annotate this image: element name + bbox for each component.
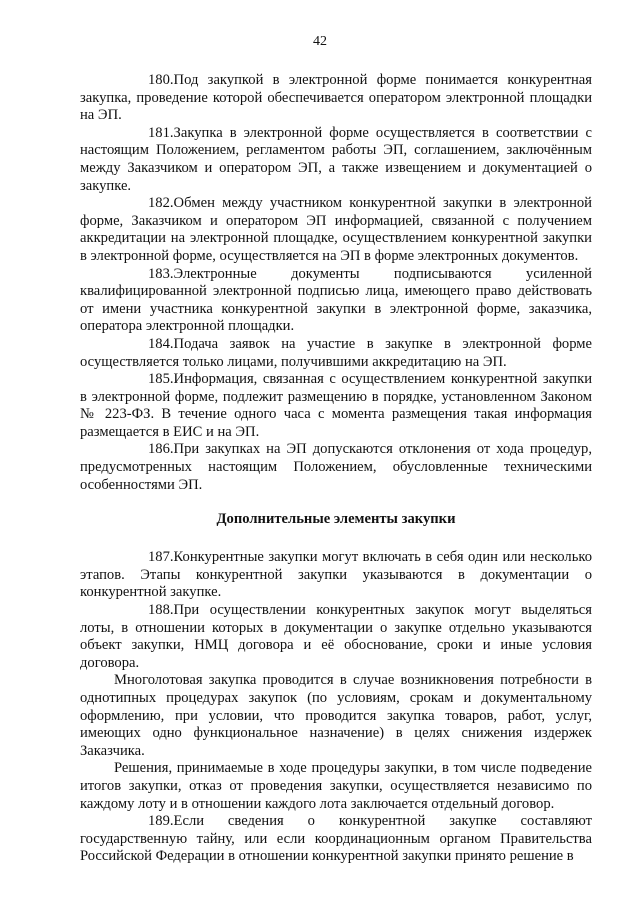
paragraph-text: Если сведения о конкурентной закупке составляют государственную тайну, или если координационным органом Правительства Российской Федерации в отношении конкурентной закупки принято решение в [80,813,592,865]
paragraph-text: При закупках на ЭП допускаются отклонения от хода процедур, предусмотренных настоящим Положением, обусловленные техническими особенностями ЭП. [80,441,592,493]
section-heading: Дополнительные элементы закупки [216,511,456,528]
paragraph-number: 182. [148,195,174,212]
paragraph-text: Обмен между участником конкурентной закупки в электронной форме, Заказчиком и оператором ЭП информацией, связанной с получением аккредитации на электронной площадке, осуществлением конкурентной закупки в электронной форме, осуществляется на ЭП в форме электронных документов. [80,195,592,264]
paragraph-number: 180. [148,72,174,88]
paragraph-text: Под закупкой в электронной форме понимается конкурентная закупка, проведение которой обеспечивается оператором электронной площадки на ЭП. [80,72,592,124]
paragraph [80,760,592,813]
document-body [80,72,592,866]
paragraph-text: Подача заявок на участие в закупке в электронной форме осуществляется только лицами, получившими аккредитацию на ЭП. [80,335,592,370]
paragraph-number: 184. [148,335,174,352]
paragraph [80,336,592,371]
paragraph [80,195,592,265]
paragraph-number: 189. [148,813,174,830]
paragraph [80,441,592,494]
paragraph-text: Электронные документы подписываются усиленной квалифицированной электронной подписью лица, имеющего право действовать от имени участника конкурентной закупки в электронной форме, заказчика, оператора электронной площадки. [80,265,592,335]
paragraph-text: При осуществлении конкурентных закупок могут выделяться лоты, в отношении которых в документации о закупке отдельно указываются объект закупки, НМЦ договора и её обоснование, сроки и иные условия договора. [80,602,592,671]
paragraph-group-before [80,72,592,494]
paragraph-number: 183. [148,265,174,282]
paragraph-number: 181. [148,124,174,141]
paragraph [80,371,592,441]
page-number: 42 [313,34,327,49]
paragraph [80,266,592,336]
paragraph-text: Многолотовая закупка проводится в случае возникновения потребности в однотипных процедурах закупок (по условиям, срокам и документальному оформлению, при условии, что проводится закупка товаров, работ, услуг, имеющих одно функциональное назначение) в целях снижения издержек Заказчика. [80,672,592,759]
paragraph-number: 188. [148,602,174,619]
paragraph-number: 185. [148,371,174,388]
paragraph-text: Конкурентные закупки могут включать в себя один или несколько этапов. Этапы конкурентной закупки указываются в документации о конкурентной закупке. [80,549,592,601]
paragraph [80,813,592,866]
paragraph-number: 186. [148,441,174,458]
paragraph-text: Информация, связанная с осуществлением конкурентной закупки в электронной форме, подлежит размещению в порядке, установленном Законом № 223-ФЗ. В течение одного часа с момента размещения такая информация размещается в ЕИС и на ЭП. [80,371,592,440]
paragraph-number: 187. [148,549,174,566]
paragraph-text: Закупка в электронной форме осуществляется в соответствии с настоящим Положением, регламентом работы ЭП, соглашением, заключённым между Заказчиком и оператором ЭП, а также извещением и документацией о закупке. [80,124,592,194]
paragraph-text: Решения, принимаемые в ходе процедуры закупки, в том числе подведение итогов закупки, отказ от проведения закупки, осуществляется независимо по каждому лоту и в отношении каждого лота заключается отдельный договор. [80,760,592,812]
paragraph-group-after [80,549,592,866]
paragraph [80,125,592,195]
paragraph [80,602,592,672]
paragraph [80,672,592,760]
paragraph [80,549,592,602]
paragraph [80,72,592,125]
